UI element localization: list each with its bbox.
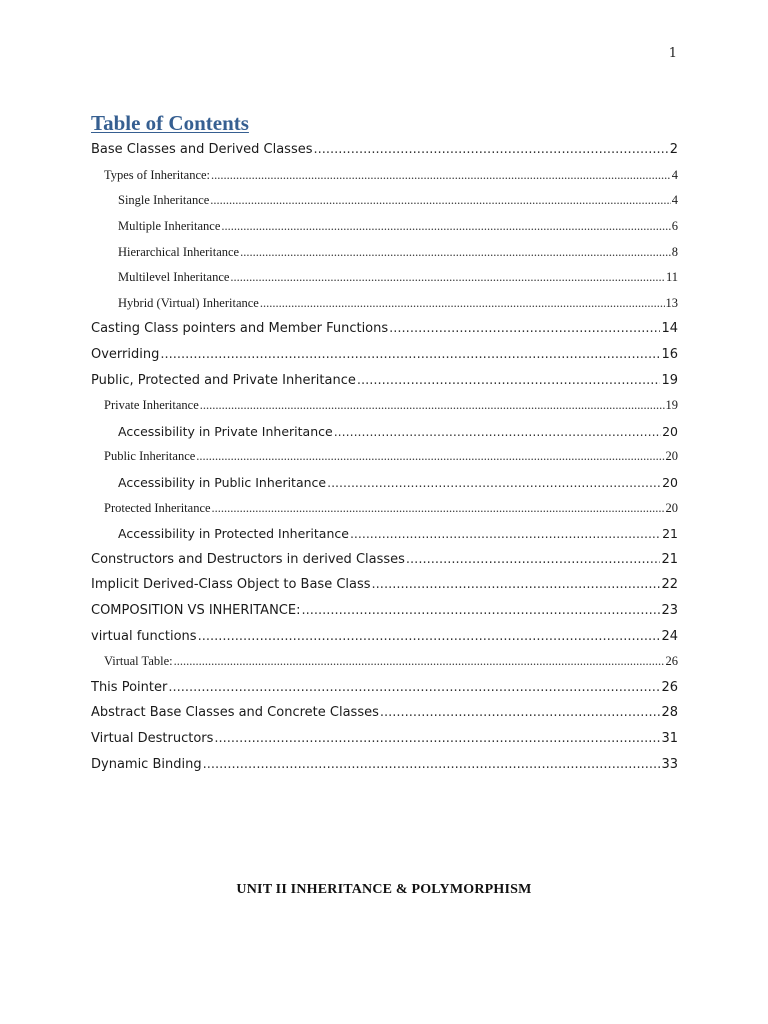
toc-entry-text: Base Classes and Derived Classes bbox=[91, 142, 313, 158]
toc-entry-page: 20 bbox=[665, 449, 678, 464]
toc-entry-page: 14 bbox=[661, 321, 678, 337]
toc-entry-page: 2 bbox=[669, 142, 678, 158]
toc-dot-leader bbox=[327, 475, 661, 490]
toc-entry-virtual-table[interactable] bbox=[91, 649, 678, 675]
toc-entry-text: Multilevel Inheritance bbox=[118, 270, 230, 285]
toc-entry-text: Implicit Derived-Class Object to Base Class bbox=[91, 577, 371, 593]
toc-dot-leader bbox=[196, 449, 664, 464]
toc-entry-text: Private Inheritance bbox=[104, 398, 199, 413]
toc-entry-page: 26 bbox=[661, 679, 678, 695]
toc-entry-text: Constructors and Destructors in derived Classes bbox=[91, 551, 405, 567]
toc-entry-constructors-destructors[interactable] bbox=[91, 547, 678, 573]
toc-entry-text: Accessibility in Protected Inheritance bbox=[118, 526, 349, 542]
toc-entry-text: Types of Inheritance: bbox=[104, 167, 211, 182]
toc-entry-text: Abstract Base Classes and Concrete Classes bbox=[91, 705, 379, 721]
toc-entry-text: Accessibility in Public Inheritance bbox=[118, 475, 327, 491]
toc-entry-page: 20 bbox=[665, 500, 678, 515]
toc-entry-text: Virtual Table: bbox=[104, 654, 173, 669]
toc-entry-page: 21 bbox=[661, 551, 678, 567]
toc-entry-overriding[interactable] bbox=[91, 342, 678, 368]
toc-dot-leader bbox=[203, 757, 661, 772]
toc-entry-text: This Pointer bbox=[91, 679, 168, 695]
toc-dot-leader bbox=[350, 526, 661, 541]
toc-dot-leader bbox=[406, 552, 661, 567]
toc-dot-leader bbox=[160, 347, 660, 362]
toc-dot-leader bbox=[357, 373, 661, 388]
toc-entry-public-inheritance[interactable] bbox=[91, 444, 678, 470]
toc-entry-base-classes[interactable] bbox=[91, 137, 678, 163]
toc-dot-leader bbox=[200, 398, 665, 413]
toc-entry-abstract-base-classes[interactable] bbox=[91, 700, 678, 726]
table-of-contents bbox=[91, 137, 678, 777]
toc-entry-types-of-inheritance[interactable] bbox=[91, 163, 678, 189]
toc-heading: Table of Contents bbox=[91, 111, 249, 135]
toc-entry-text: Dynamic Binding bbox=[91, 756, 202, 772]
toc-entry-multiple-inheritance[interactable] bbox=[91, 214, 678, 240]
toc-dot-leader bbox=[260, 296, 665, 311]
toc-entry-page: 4 bbox=[671, 167, 678, 182]
toc-entry-composition-vs-inheritance[interactable] bbox=[91, 598, 678, 624]
toc-entry-text: Single Inheritance bbox=[118, 193, 210, 208]
toc-dot-leader bbox=[214, 731, 660, 746]
toc-dot-leader bbox=[211, 168, 671, 183]
toc-entry-text: COMPOSITION VS INHERITANCE: bbox=[91, 602, 301, 618]
toc-entry-page: 20 bbox=[662, 475, 678, 491]
toc-entry-page: 26 bbox=[665, 654, 678, 669]
toc-entry-page: 13 bbox=[665, 295, 678, 310]
toc-entry-page: 24 bbox=[661, 628, 678, 644]
toc-dot-leader bbox=[372, 577, 661, 592]
toc-entry-text: Multiple Inheritance bbox=[118, 219, 221, 234]
toc-entry-page: 23 bbox=[661, 602, 678, 618]
toc-entry-page: 16 bbox=[661, 347, 678, 363]
toc-entry-text: Casting Class pointers and Member Functions bbox=[91, 321, 389, 337]
toc-dot-leader bbox=[301, 603, 660, 618]
toc-entry-accessibility-public[interactable] bbox=[91, 470, 678, 496]
toc-entry-page: 20 bbox=[662, 423, 678, 439]
toc-entry-page: 28 bbox=[661, 705, 678, 721]
toc-entry-accessibility-private[interactable] bbox=[91, 419, 678, 445]
toc-dot-leader bbox=[198, 629, 661, 644]
toc-entry-text: Hybrid (Virtual) Inheritance bbox=[118, 295, 259, 310]
page-number: 1 bbox=[668, 46, 677, 61]
unit-title: UNIT II INHERITANCE & POLYMORPHISM bbox=[236, 882, 532, 897]
toc-entry-implicit-derived-class[interactable] bbox=[91, 572, 678, 598]
toc-entry-text: virtual functions bbox=[91, 628, 197, 644]
toc-entry-text: Public, Protected and Private Inheritance bbox=[91, 372, 356, 388]
toc-dot-leader bbox=[212, 501, 665, 516]
toc-entry-hierarchical-inheritance[interactable] bbox=[91, 239, 678, 265]
toc-entry-page: 33 bbox=[661, 756, 678, 772]
toc-entry-virtual-destructors[interactable] bbox=[91, 726, 678, 752]
toc-entry-casting-class-pointers[interactable] bbox=[91, 316, 678, 342]
toc-dot-leader bbox=[174, 654, 665, 669]
toc-entry-protected-inheritance[interactable] bbox=[91, 495, 678, 521]
toc-entry-multilevel-inheritance[interactable] bbox=[91, 265, 678, 291]
toc-dot-leader bbox=[221, 219, 670, 234]
toc-dot-leader bbox=[168, 680, 660, 695]
toc-entry-private-inheritance[interactable] bbox=[91, 393, 678, 419]
toc-dot-leader bbox=[334, 424, 661, 439]
toc-entry-page: 22 bbox=[661, 577, 678, 593]
toc-dot-leader bbox=[314, 142, 669, 157]
toc-entry-text: Protected Inheritance bbox=[104, 500, 211, 515]
toc-dot-leader bbox=[389, 321, 660, 336]
toc-dot-leader bbox=[240, 245, 671, 260]
toc-entry-page: 21 bbox=[662, 526, 678, 542]
toc-entry-page: 31 bbox=[661, 730, 678, 746]
toc-entry-accessibility-protected[interactable] bbox=[91, 521, 678, 547]
toc-entry-single-inheritance[interactable] bbox=[91, 188, 678, 214]
toc-entry-page: 4 bbox=[671, 193, 678, 208]
toc-entry-public-protected-private[interactable] bbox=[91, 367, 678, 393]
toc-entry-text: Virtual Destructors bbox=[91, 730, 214, 746]
toc-dot-leader bbox=[210, 193, 670, 208]
toc-entry-page: 8 bbox=[671, 244, 678, 259]
toc-dot-leader bbox=[230, 270, 665, 285]
toc-entry-text: Hierarchical Inheritance bbox=[118, 244, 240, 259]
toc-dot-leader bbox=[380, 705, 661, 720]
toc-entry-page: 19 bbox=[665, 398, 678, 413]
toc-entry-text: Public Inheritance bbox=[104, 449, 196, 464]
toc-entry-page: 19 bbox=[661, 372, 678, 388]
toc-entry-this-pointer[interactable] bbox=[91, 674, 678, 700]
toc-entry-page: 6 bbox=[671, 219, 678, 234]
toc-entry-text: Overriding bbox=[91, 347, 160, 363]
toc-entry-hybrid-inheritance[interactable] bbox=[91, 291, 678, 317]
toc-entry-page: 11 bbox=[665, 270, 678, 285]
toc-entry-text: Accessibility in Private Inheritance bbox=[118, 423, 333, 439]
toc-entry-virtual-functions[interactable] bbox=[91, 623, 678, 649]
toc-entry-dynamic-binding[interactable] bbox=[91, 751, 678, 777]
